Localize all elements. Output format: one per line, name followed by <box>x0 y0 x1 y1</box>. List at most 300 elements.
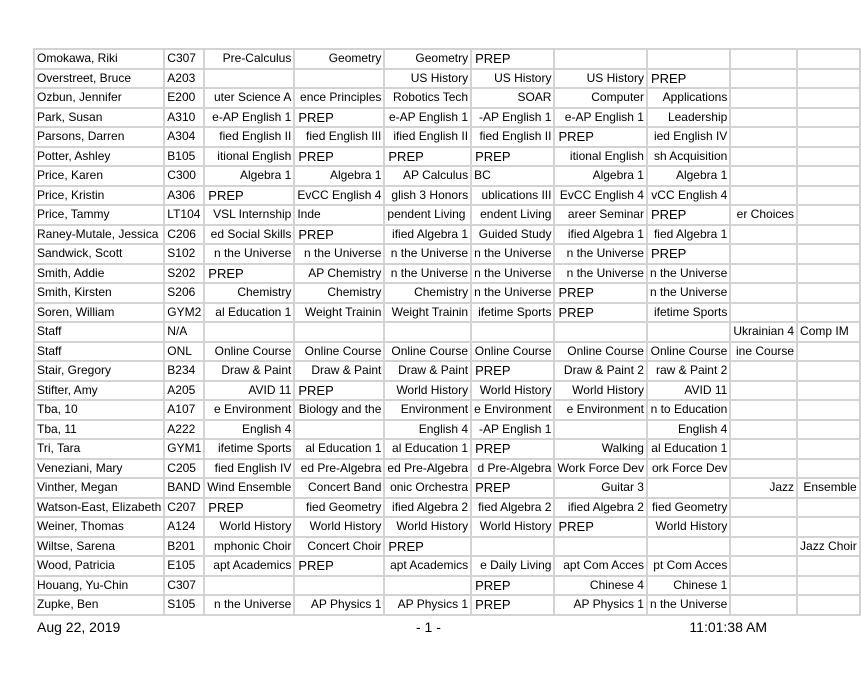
period-4-cell: e Daily Living <box>472 557 553 575</box>
period-7-cell <box>731 382 796 400</box>
period-6-cell: ied English IV <box>648 128 729 146</box>
period-4-cell: -AP English 1 <box>472 109 553 127</box>
period-4-cell: PREP <box>472 50 553 68</box>
room-cell: GYM1 <box>165 440 203 458</box>
table-row <box>35 245 859 263</box>
period-6-cell: raw & Paint 2 <box>648 362 729 380</box>
period-4-cell: PREP <box>472 479 553 497</box>
period-6-cell <box>648 50 729 68</box>
print-time: 11:01:38 AM <box>689 619 767 635</box>
table-row <box>35 382 859 400</box>
period-3-cell <box>385 577 470 595</box>
table-row <box>35 187 859 205</box>
period-4-cell: SOAR <box>472 89 553 107</box>
table-row <box>35 206 859 224</box>
period-6-cell: al Education 1 <box>648 440 729 458</box>
teacher-name-cell: Tri, Tara <box>35 440 163 458</box>
period-3-cell: onic Orchestra <box>385 479 470 497</box>
period-4-cell: n the Universe <box>472 265 553 283</box>
period-7-cell <box>731 577 796 595</box>
period-5-cell: n the Universe <box>555 265 645 283</box>
table-row <box>35 557 859 575</box>
period-2-cell: ed Pre-Algebra <box>295 460 383 478</box>
period-8-cell <box>798 109 859 127</box>
period-2-cell: AP Chemistry <box>295 265 383 283</box>
period-1-cell: PREP <box>205 499 293 517</box>
room-cell: C307 <box>165 50 203 68</box>
room-cell: C207 <box>165 499 203 517</box>
period-6-cell: ork Force Dev <box>648 460 729 478</box>
period-3-cell: PREP <box>385 148 470 166</box>
teacher-name-cell: Price, Tammy <box>35 206 163 224</box>
period-3-cell: AP Calculus <box>385 167 470 185</box>
period-8-cell <box>798 577 859 595</box>
period-7-cell <box>731 167 796 185</box>
period-1-cell: n the Universe <box>205 596 293 614</box>
room-cell: S102 <box>165 245 203 263</box>
period-7-cell <box>731 89 796 107</box>
room-cell: S202 <box>165 265 203 283</box>
room-cell: LT104 <box>165 206 203 224</box>
print-date: Aug 22, 2019 <box>37 619 121 635</box>
table-row <box>35 226 859 244</box>
period-8-cell <box>798 265 859 283</box>
period-8-cell <box>798 284 859 302</box>
period-4-cell: ifetime Sports <box>472 304 553 322</box>
period-5-cell: itional English <box>555 148 645 166</box>
period-2-cell: PREP <box>295 382 383 400</box>
period-6-cell: AVID 11 <box>648 382 729 400</box>
period-7-cell: Jazz <box>731 479 796 497</box>
period-8-cell <box>798 518 859 536</box>
period-2-cell <box>295 577 383 595</box>
period-8-cell <box>798 557 859 575</box>
period-8-cell <box>798 499 859 517</box>
period-3-cell: Environment <box>385 401 470 419</box>
period-3-cell: n the Universe <box>385 265 470 283</box>
table-row <box>35 421 859 439</box>
room-cell: C206 <box>165 226 203 244</box>
period-5-cell: Computer <box>555 89 645 107</box>
table-row <box>35 460 859 478</box>
period-8-cell <box>798 245 859 263</box>
period-2-cell: World History <box>295 518 383 536</box>
period-4-cell: fied Algebra 2 <box>472 499 553 517</box>
period-2-cell: Online Course <box>295 343 383 361</box>
teacher-name-cell: Park, Susan <box>35 109 163 127</box>
period-7-cell <box>731 538 796 556</box>
period-2-cell <box>295 70 383 88</box>
schedule-table <box>33 48 861 616</box>
period-6-cell <box>648 538 729 556</box>
period-4-cell: Online Course <box>472 343 553 361</box>
teacher-name-cell: Watson-East, Elizabeth <box>35 499 163 517</box>
period-1-cell: itional English <box>205 148 293 166</box>
period-4-cell: endent Living <box>472 206 553 224</box>
period-7-cell <box>731 362 796 380</box>
room-cell: C307 <box>165 577 203 595</box>
period-7-cell <box>731 499 796 517</box>
teacher-name-cell: Tba, 11 <box>35 421 163 439</box>
period-4-cell: Guided Study <box>472 226 553 244</box>
period-3-cell: Geometry <box>385 50 470 68</box>
period-3-cell: ified Algebra 2 <box>385 499 470 517</box>
period-2-cell <box>295 421 383 439</box>
period-5-cell: US History <box>555 70 645 88</box>
period-3-cell: AP Physics 1 <box>385 596 470 614</box>
table-row <box>35 148 859 166</box>
teacher-name-cell: Ozbun, Jennifer <box>35 89 163 107</box>
period-3-cell: Online Course <box>385 343 470 361</box>
period-6-cell: fied Geometry <box>648 499 729 517</box>
table-row <box>35 596 859 614</box>
period-1-cell: English 4 <box>205 421 293 439</box>
period-3-cell: e-AP English 1 <box>385 109 470 127</box>
period-3-cell: Draw & Paint <box>385 362 470 380</box>
period-5-cell: EvCC English 4 <box>555 187 645 205</box>
room-cell: N/A <box>165 323 203 341</box>
period-7-cell <box>731 518 796 536</box>
period-5-cell: PREP <box>555 128 645 146</box>
period-6-cell: n to Education <box>648 401 729 419</box>
room-cell: B234 <box>165 362 203 380</box>
period-4-cell: -AP English 1 <box>472 421 553 439</box>
period-6-cell: n the Universe <box>648 284 729 302</box>
period-5-cell: Algebra 1 <box>555 167 645 185</box>
period-7-cell <box>731 187 796 205</box>
period-2-cell: Concert Band <box>295 479 383 497</box>
room-cell: BAND <box>165 479 203 497</box>
period-1-cell: PREP <box>205 187 293 205</box>
room-cell: A304 <box>165 128 203 146</box>
period-3-cell: World History <box>385 518 470 536</box>
period-5-cell: PREP <box>555 304 645 322</box>
teacher-name-cell: Wiltse, Sarena <box>35 538 163 556</box>
table-row <box>35 440 859 458</box>
teacher-name-cell: Overstreet, Bruce <box>35 70 163 88</box>
period-7-cell <box>731 50 796 68</box>
teacher-name-cell: Omokawa, Riki <box>35 50 163 68</box>
period-5-cell <box>555 538 645 556</box>
period-6-cell: vCC English 4 <box>648 187 729 205</box>
period-2-cell: Inde <box>295 206 383 224</box>
period-7-cell <box>731 109 796 127</box>
period-5-cell: PREP <box>555 518 645 536</box>
period-3-cell: n the Universe <box>385 245 470 263</box>
room-cell: S105 <box>165 596 203 614</box>
period-2-cell: EvCC English 4 <box>295 187 383 205</box>
period-8-cell: Comp IM <box>798 323 859 341</box>
period-7-cell: er Choices <box>731 206 796 224</box>
period-2-cell: Draw & Paint <box>295 362 383 380</box>
period-4-cell: PREP <box>472 148 553 166</box>
period-1-cell: e-AP English 1 <box>205 109 293 127</box>
period-6-cell: PREP <box>648 70 729 88</box>
period-2-cell: PREP <box>295 226 383 244</box>
period-1-cell: PREP <box>205 265 293 283</box>
period-2-cell: Concert Choir <box>295 538 383 556</box>
teacher-name-cell: Tba, 10 <box>35 401 163 419</box>
period-2-cell: al Education 1 <box>295 440 383 458</box>
period-1-cell <box>205 70 293 88</box>
period-2-cell: fied English III <box>295 128 383 146</box>
table-row <box>35 304 859 322</box>
period-7-cell <box>731 265 796 283</box>
table-row <box>35 167 859 185</box>
period-1-cell <box>205 323 293 341</box>
period-8-cell <box>798 382 859 400</box>
period-1-cell: AVID 11 <box>205 382 293 400</box>
period-6-cell: sh Acquisition <box>648 148 729 166</box>
teacher-name-cell: Zupke, Ben <box>35 596 163 614</box>
period-5-cell: PREP <box>555 284 645 302</box>
teacher-name-cell: Sandwick, Scott <box>35 245 163 263</box>
period-7-cell <box>731 304 796 322</box>
teacher-name-cell: Veneziani, Mary <box>35 460 163 478</box>
period-2-cell: Biology and the <box>295 401 383 419</box>
period-6-cell: ifetime Sports <box>648 304 729 322</box>
table-row <box>35 362 859 380</box>
period-1-cell: al Education 1 <box>205 304 293 322</box>
period-8-cell <box>798 343 859 361</box>
period-3-cell: World History <box>385 382 470 400</box>
period-7-cell <box>731 128 796 146</box>
period-5-cell: e-AP English 1 <box>555 109 645 127</box>
period-8-cell: Ensemble <box>798 479 859 497</box>
period-7-cell <box>731 596 796 614</box>
period-7-cell <box>731 440 796 458</box>
period-7-cell <box>731 421 796 439</box>
teacher-name-cell: Price, Karen <box>35 167 163 185</box>
period-6-cell: Chinese 1 <box>648 577 729 595</box>
period-5-cell: apt Com Acces <box>555 557 645 575</box>
period-8-cell <box>798 226 859 244</box>
teacher-name-cell: Potter, Ashley <box>35 148 163 166</box>
period-1-cell: e Environment <box>205 401 293 419</box>
period-8-cell <box>798 460 859 478</box>
table-row <box>35 323 859 341</box>
period-7-cell: ine Course <box>731 343 796 361</box>
room-cell: A124 <box>165 518 203 536</box>
period-1-cell: Wind Ensemble <box>205 479 293 497</box>
period-6-cell <box>648 323 729 341</box>
period-2-cell: PREP <box>295 557 383 575</box>
period-5-cell: Work Force Dev <box>555 460 645 478</box>
period-4-cell: fied English II <box>472 128 553 146</box>
room-cell: E105 <box>165 557 203 575</box>
period-2-cell: PREP <box>295 109 383 127</box>
period-8-cell <box>798 421 859 439</box>
period-8-cell <box>798 362 859 380</box>
period-3-cell: ed Pre-Algebra <box>385 460 470 478</box>
room-cell: B201 <box>165 538 203 556</box>
table-row <box>35 70 859 88</box>
period-1-cell: fied English IV <box>205 460 293 478</box>
period-7-cell: Ukrainian 4 <box>731 323 796 341</box>
teacher-name-cell: Vinther, Megan <box>35 479 163 497</box>
table-row <box>35 577 859 595</box>
teacher-name-cell: Parsons, Darren <box>35 128 163 146</box>
period-4-cell: ublications III <box>472 187 553 205</box>
period-2-cell <box>295 323 383 341</box>
period-6-cell: fied Algebra 1 <box>648 226 729 244</box>
room-cell: A203 <box>165 70 203 88</box>
period-5-cell: AP Physics 1 <box>555 596 645 614</box>
page-number: - 1 - <box>416 619 441 635</box>
room-cell: S206 <box>165 284 203 302</box>
period-6-cell <box>648 479 729 497</box>
period-5-cell: Guitar 3 <box>555 479 645 497</box>
period-1-cell: Algebra 1 <box>205 167 293 185</box>
period-4-cell: e Environment <box>472 401 553 419</box>
period-6-cell: n the Universe <box>648 596 729 614</box>
period-3-cell: Weight Trainin <box>385 304 470 322</box>
period-6-cell: English 4 <box>648 421 729 439</box>
table-row <box>35 265 859 283</box>
period-1-cell: mphonic Choir <box>205 538 293 556</box>
period-3-cell: pendent Living <box>385 206 470 224</box>
period-3-cell: apt Academics <box>385 557 470 575</box>
period-8-cell <box>798 89 859 107</box>
period-1-cell: Chemistry <box>205 284 293 302</box>
period-1-cell: VSL Internship <box>205 206 293 224</box>
room-cell: A310 <box>165 109 203 127</box>
table-row <box>35 401 859 419</box>
period-3-cell: glish 3 Honors <box>385 187 470 205</box>
period-8-cell <box>798 167 859 185</box>
period-4-cell: World History <box>472 382 553 400</box>
period-4-cell <box>472 323 553 341</box>
teacher-name-cell: Stifter, Amy <box>35 382 163 400</box>
room-cell: GYM2 <box>165 304 203 322</box>
room-cell: B105 <box>165 148 203 166</box>
period-5-cell: Chinese 4 <box>555 577 645 595</box>
period-3-cell: PREP <box>385 538 470 556</box>
period-2-cell: PREP <box>295 148 383 166</box>
table-row <box>35 343 859 361</box>
period-4-cell: PREP <box>472 596 553 614</box>
period-5-cell: Draw & Paint 2 <box>555 362 645 380</box>
teacher-name-cell: Staff <box>35 323 163 341</box>
period-5-cell <box>555 50 645 68</box>
period-6-cell: World History <box>648 518 729 536</box>
period-2-cell: fied Geometry <box>295 499 383 517</box>
room-cell: ONL <box>165 343 203 361</box>
period-1-cell: Online Course <box>205 343 293 361</box>
period-2-cell: Algebra 1 <box>295 167 383 185</box>
table-row <box>35 479 859 497</box>
period-8-cell <box>798 50 859 68</box>
period-7-cell <box>731 245 796 263</box>
room-cell: C205 <box>165 460 203 478</box>
teacher-name-cell: Price, Kristin <box>35 187 163 205</box>
period-5-cell: n the Universe <box>555 245 645 263</box>
period-7-cell <box>731 401 796 419</box>
table-row <box>35 499 859 517</box>
period-3-cell: Robotics Tech <box>385 89 470 107</box>
period-8-cell <box>798 206 859 224</box>
period-6-cell: Applications <box>648 89 729 107</box>
period-3-cell: Chemistry <box>385 284 470 302</box>
teacher-name-cell: Staff <box>35 343 163 361</box>
period-3-cell <box>385 323 470 341</box>
teacher-name-cell: Smith, Addie <box>35 265 163 283</box>
period-2-cell: Geometry <box>295 50 383 68</box>
period-5-cell: Online Course <box>555 343 645 361</box>
period-1-cell: ed Social Skills <box>205 226 293 244</box>
period-2-cell: Chemistry <box>295 284 383 302</box>
period-7-cell <box>731 460 796 478</box>
room-cell: A222 <box>165 421 203 439</box>
period-5-cell: areer Seminar <box>555 206 645 224</box>
period-8-cell <box>798 128 859 146</box>
period-5-cell: World History <box>555 382 645 400</box>
teacher-name-cell: Smith, Kirsten <box>35 284 163 302</box>
period-6-cell: n the Universe <box>648 265 729 283</box>
period-1-cell: Draw & Paint <box>205 362 293 380</box>
period-4-cell: d Pre-Algebra <box>472 460 553 478</box>
period-5-cell: Walking <box>555 440 645 458</box>
room-cell: A205 <box>165 382 203 400</box>
period-4-cell: PREP <box>472 440 553 458</box>
period-3-cell: ified English II <box>385 128 470 146</box>
teacher-name-cell: Wood, Patricia <box>35 557 163 575</box>
period-8-cell <box>798 304 859 322</box>
period-1-cell <box>205 577 293 595</box>
period-6-cell: PREP <box>648 245 729 263</box>
teacher-name-cell: Weiner, Thomas <box>35 518 163 536</box>
room-cell: A107 <box>165 401 203 419</box>
period-3-cell: English 4 <box>385 421 470 439</box>
period-2-cell: ence Principles <box>295 89 383 107</box>
period-1-cell: Pre-Calculus <box>205 50 293 68</box>
period-1-cell: n the Universe <box>205 245 293 263</box>
period-4-cell <box>472 538 553 556</box>
period-1-cell: uter Science A <box>205 89 293 107</box>
table-row <box>35 89 859 107</box>
period-8-cell <box>798 401 859 419</box>
period-4-cell: US History <box>472 70 553 88</box>
period-8-cell <box>798 187 859 205</box>
table-row <box>35 128 859 146</box>
period-4-cell: PREP <box>472 577 553 595</box>
period-6-cell: Online Course <box>648 343 729 361</box>
period-6-cell: PREP <box>648 206 729 224</box>
period-5-cell: ified Algebra 2 <box>555 499 645 517</box>
room-cell: C300 <box>165 167 203 185</box>
table-row <box>35 538 859 556</box>
period-1-cell: World History <box>205 518 293 536</box>
period-7-cell <box>731 284 796 302</box>
period-6-cell: pt Com Acces <box>648 557 729 575</box>
period-4-cell: World History <box>472 518 553 536</box>
period-8-cell <box>798 440 859 458</box>
period-5-cell: ified Algebra 1 <box>555 226 645 244</box>
teacher-name-cell: Houang, Yu-Chin <box>35 577 163 595</box>
period-7-cell <box>731 557 796 575</box>
period-7-cell <box>731 70 796 88</box>
period-8-cell <box>798 596 859 614</box>
table-row <box>35 109 859 127</box>
period-8-cell: Jazz Choir <box>798 538 859 556</box>
period-1-cell: fied English II <box>205 128 293 146</box>
teacher-name-cell: Stair, Gregory <box>35 362 163 380</box>
period-8-cell <box>798 148 859 166</box>
teacher-name-cell: Raney-Mutale, Jessica <box>35 226 163 244</box>
period-3-cell: al Education 1 <box>385 440 470 458</box>
period-7-cell <box>731 148 796 166</box>
period-4-cell: BC <box>472 167 553 185</box>
